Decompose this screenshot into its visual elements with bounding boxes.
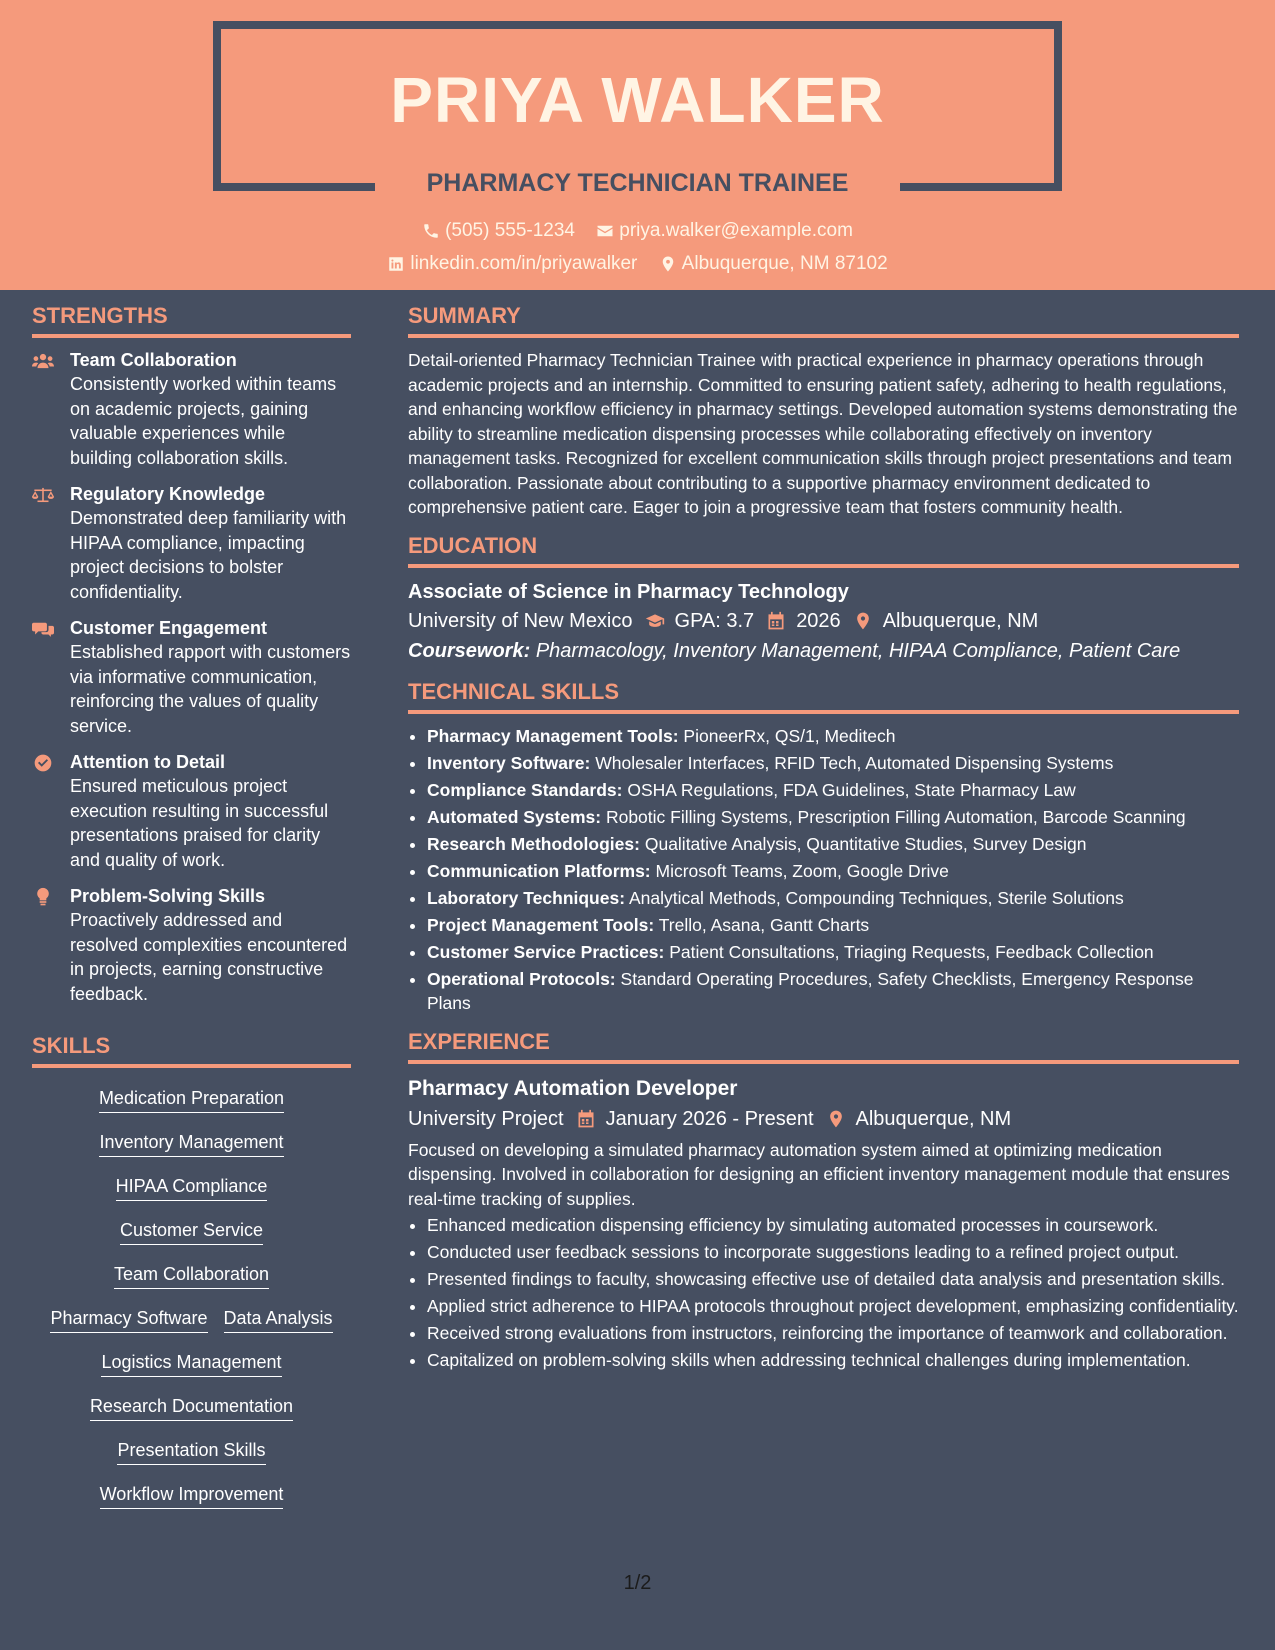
- check-circle-icon: [32, 753, 54, 773]
- skill-label: Inventory Software:: [427, 752, 591, 773]
- education-meta: [408, 606, 1239, 636]
- list-item: [427, 913, 1239, 938]
- experience-location: Albuquerque, NM: [855, 1107, 1012, 1130]
- contact-row-1: [0, 218, 1275, 248]
- list-item: • Presented findings to faculty, showcasing effective use of detailed data analysis and presentation skills.: [427, 1267, 1239, 1292]
- summary-text: Detail-oriented Pharmacy Technician Trainee with practical experience in pharmacy operations through academic projects and an internship. Committed to ensuring patient safety, adhering to health regulations, and enhancing workflow efficiency in pharmacy settings. Developed automation systems demonstrating the ability to streamline medication dispensing processes while collaborating effectively on inventory management tasks. Recognized for excellent communication skills through project presentations and team collaboration. Passionate about contributing to a supportive pharmacy environment dedicated to comprehensive patient care. Eager to join a progressive team that fosters community health.: [408, 350, 1238, 517]
- skill-value: Patient Consultations, Triaging Requests, Feedback Collection: [669, 941, 1154, 962]
- skill-tag: Presentation Skills: [117, 1438, 265, 1465]
- lightbulb-icon: [32, 887, 54, 907]
- technical-skills-list: [408, 724, 1239, 1016]
- strengths-heading: STRENGTHS: [32, 300, 351, 338]
- skill-tag: Inventory Management: [99, 1130, 283, 1157]
- summary-heading: SUMMARY: [408, 300, 1239, 338]
- skill-tag: Workflow Improvement: [100, 1482, 284, 1509]
- school-name: University of New Mexico: [408, 609, 633, 632]
- experience-description: Focused on developing a simulated pharmacy automation system aimed at optimizing medication dispensing. Involved in collaboration for designing an efficient inventory management module that ensures real-time tracking of supplies.: [408, 1139, 1230, 1209]
- calendar-icon: [766, 611, 786, 631]
- list-item: [427, 859, 1239, 884]
- education-heading: EDUCATION: [408, 530, 1239, 568]
- skill-tag: HIPAA Compliance: [116, 1174, 268, 1201]
- list-item: • Applied strict adherence to HIPAA protocols throughout project development, emphasizing confidentiality.: [427, 1294, 1239, 1319]
- skill-label: Project Management Tools:: [427, 914, 655, 935]
- comments-icon: [32, 619, 54, 639]
- skill-label: Pharmacy Management Tools:: [427, 725, 679, 746]
- list-item: • Enhanced medication dispensing efficiency by simulating automated processes in coursework.: [427, 1213, 1239, 1238]
- skill-value: Microsoft Teams, Zoom, Google Drive: [655, 860, 949, 881]
- skill-value: Standard Operating Procedures, Safety Checklists, Emergency Response Plans: [427, 968, 1194, 1013]
- skill-tag: Data Analysis: [224, 1306, 333, 1333]
- location-text: Albuquerque, NM 87102: [681, 253, 888, 274]
- strength-title: Problem-Solving Skills: [70, 886, 266, 906]
- skill-value: Wholesaler Interfaces, RFID Tech, Automated Dispensing Systems: [595, 752, 1114, 773]
- email-text: priya.walker@example.com: [619, 220, 853, 241]
- coursework: [408, 636, 1239, 666]
- education-location: Albuquerque, NM: [882, 609, 1039, 632]
- location-contact: [659, 251, 888, 277]
- skill-value: Robotic Filling Systems, Prescription Filling Automation, Barcode Scanning: [605, 806, 1186, 827]
- balance-scale-icon: [32, 485, 54, 505]
- strength-title: Attention to Detail: [70, 752, 225, 772]
- experience-job-title: Pharmacy Automation Developer: [408, 1076, 738, 1100]
- list-item: • Capitalized on problem-solving skills when addressing technical challenges during implementation.: [427, 1348, 1239, 1373]
- strength-desc: Consistently worked within teams on academic projects, gaining valuable experiences while building collaboration skills.: [70, 374, 337, 468]
- coursework-label: Coursework:: [408, 639, 531, 662]
- experience-bullets: [408, 1213, 1239, 1373]
- strength-title: Team Collaboration: [70, 350, 237, 370]
- skill-value: Trello, Asana, Gantt Charts: [658, 914, 870, 935]
- skill-tag: Logistics Management: [101, 1350, 281, 1377]
- skill-tag: Team Collaboration: [114, 1262, 269, 1289]
- experience-meta: [408, 1104, 1239, 1134]
- skill-value: Analytical Methods, Compounding Techniques, Sterile Solutions: [628, 887, 1124, 908]
- strength-desc: Proactively addressed and resolved complexities encountered in projects, earning constructive feedback.: [70, 910, 348, 1004]
- experience-heading: EXPERIENCE: [408, 1026, 1239, 1064]
- technical-skills-heading: TECHNICAL SKILLS: [408, 676, 1239, 714]
- linkedin-icon: [387, 255, 405, 273]
- list-item: [427, 940, 1239, 965]
- skill-label: Laboratory Techniques:: [427, 887, 626, 908]
- list-item: [427, 886, 1239, 911]
- phone-text: (505) 555-1234: [445, 220, 575, 241]
- strength-item: [32, 750, 351, 872]
- list-item: • Received strong evaluations from instructors, reinforcing the importance of teamwork and collaboration.: [427, 1321, 1239, 1346]
- experience-dates: January 2026 - Present: [605, 1107, 814, 1130]
- list-item: • Conducted user feedback sessions to incorporate suggestions leading to a refined project output.: [427, 1240, 1239, 1265]
- skill-label: Research Methodologies:: [427, 833, 640, 854]
- map-marker-icon: [826, 1109, 846, 1129]
- map-marker-icon: [853, 611, 873, 631]
- skill-tag: Customer Service: [120, 1218, 263, 1245]
- job-title-heading: PHARMACY TECHNICIAN TRAINEE: [426, 169, 849, 197]
- skill-label: Automated Systems:: [427, 806, 602, 827]
- phone-icon: [422, 222, 440, 240]
- skill-tag: Medication Preparation: [99, 1086, 284, 1113]
- organization: University Project: [408, 1107, 564, 1130]
- graduation-year: 2026: [796, 609, 841, 632]
- contact-row-2: [0, 251, 1275, 281]
- list-item: [427, 967, 1239, 1016]
- skill-value: OSHA Regulations, FDA Guidelines, State Pharmacy Law: [627, 779, 1076, 800]
- users-icon: [32, 351, 54, 371]
- skill-tag: Research Documentation: [90, 1394, 293, 1421]
- right-column: [408, 300, 1239, 1383]
- header-banner: [0, 0, 1275, 290]
- list-item: [427, 805, 1239, 830]
- list-item: [427, 832, 1239, 857]
- calendar-icon: [576, 1109, 596, 1129]
- gpa-value: GPA: 3.7: [674, 609, 755, 632]
- coursework-list: Pharmacology, Inventory Management, HIPAA Compliance, Patient Care: [535, 639, 1181, 662]
- strength-desc: Established rapport with customers via informative communication, reinforcing the values of quality service.: [70, 642, 351, 736]
- strength-item: [32, 348, 351, 470]
- map-marker-icon: [659, 255, 677, 273]
- phone-contact[interactable]: [422, 218, 575, 244]
- page-indicator: 1/2: [623, 1572, 652, 1594]
- list-item: [427, 778, 1239, 803]
- skill-tag: Pharmacy Software: [50, 1306, 207, 1333]
- candidate-name: PRIYA WALKER: [390, 64, 885, 136]
- skill-label: Customer Service Practices:: [427, 941, 665, 962]
- strength-item: [32, 884, 351, 1006]
- skills-heading: SKILLS: [32, 1030, 351, 1068]
- email-contact[interactable]: [596, 218, 853, 244]
- strength-desc: Demonstrated deep familiarity with HIPAA compliance, impacting project decisions to bolster confidentiality.: [70, 508, 347, 602]
- skill-value: PioneerRx, QS/1, Meditech: [683, 725, 896, 746]
- skills-list: [32, 1078, 351, 1518]
- graduation-cap-icon: [645, 611, 665, 631]
- skill-label: Communication Platforms:: [427, 860, 651, 881]
- strength-item: [32, 616, 351, 738]
- strength-title: Regulatory Knowledge: [70, 484, 266, 504]
- linkedin-contact[interactable]: [387, 251, 637, 277]
- list-item: [427, 751, 1239, 776]
- strength-item: [32, 482, 351, 604]
- skill-label: Compliance Standards:: [427, 779, 623, 800]
- list-item: [427, 724, 1239, 749]
- left-column: [32, 300, 351, 1518]
- linkedin-text: linkedin.com/in/priyawalker: [410, 253, 638, 274]
- strength-desc: Ensured meticulous project execution resulting in successful presentations praised for clarity and quality of work.: [70, 776, 329, 870]
- skill-value: Qualitative Analysis, Quantitative Studies, Survey Design: [644, 833, 1087, 854]
- degree-title: Associate of Science in Pharmacy Technology: [408, 580, 849, 603]
- strength-title: Customer Engagement: [70, 618, 268, 638]
- skill-label: Operational Protocols:: [427, 968, 616, 989]
- envelope-icon: [596, 222, 614, 240]
